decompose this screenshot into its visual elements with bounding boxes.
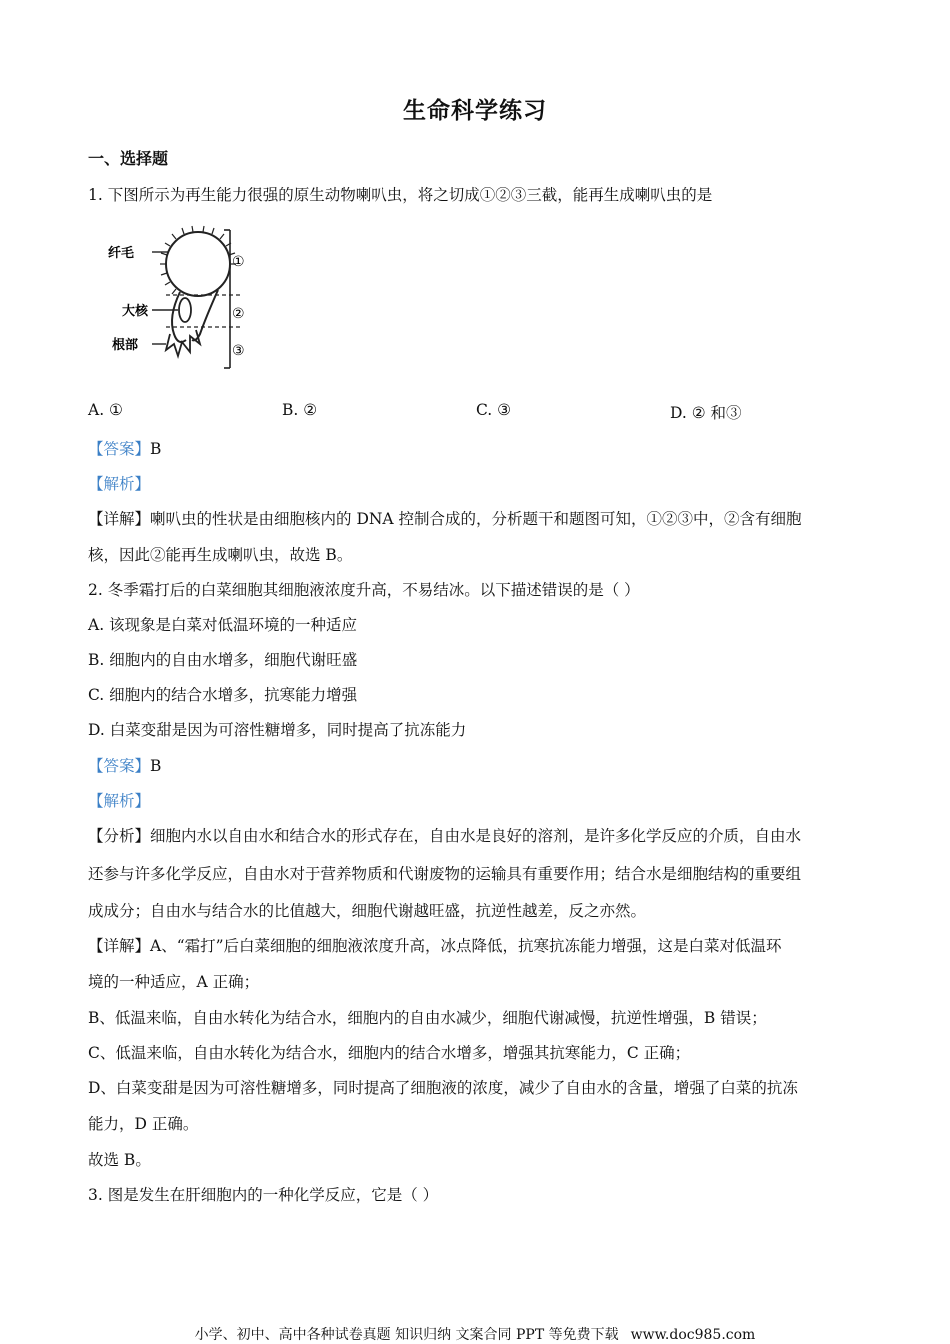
analysis-tag: 【解析】 bbox=[88, 792, 151, 810]
footer-text: 小学、初中、高中各种试卷真题 知识归纳 文案合同 PPT 等免费下载 bbox=[194, 1327, 619, 1343]
macronucleus-shape bbox=[179, 298, 191, 322]
root-shape bbox=[166, 330, 200, 356]
q2-option-a: A. 该现象是白菜对低温环境的一种适应 bbox=[88, 616, 358, 634]
analysis-tag: 【解析】 bbox=[88, 475, 151, 493]
q1-answer bbox=[88, 437, 161, 459]
segment-3-label: ③ bbox=[232, 343, 245, 359]
question-1-stem: 1. 下图所示为再生能力很强的原生动物喇叭虫，将之切成①②③三截，能再生成喇叭虫的是 bbox=[88, 186, 713, 204]
q1-option-a: A. ① bbox=[88, 401, 123, 419]
label-macronucleus: 大核 bbox=[122, 304, 149, 319]
q2-fenxi-line-3: 成成分；自由水与结合水的比值越大，细胞代谢越旺盛，抗逆性越差，反之亦然。 bbox=[88, 902, 647, 920]
q1-option-c: C. ③ bbox=[476, 401, 512, 419]
q2-detail-line-1: 【详解】A、“霜打”后白菜细胞的细胞液浓度升高，冰点降低，抗寒抗冻能力增强，这是白菜对低温环 bbox=[88, 937, 782, 955]
footer-site-link[interactable]: www.doc985.com bbox=[630, 1327, 756, 1343]
q2-detail-line-3: B、低温来临，自由水转化为结合水，细胞内的自由水减少，细胞代谢减慢，抗逆性增强，B 错误； bbox=[88, 1009, 767, 1027]
q2-detail-line-6: 能力，D 正确。 bbox=[88, 1115, 199, 1133]
q2-analysis bbox=[88, 789, 150, 811]
q2-option-c: C. 细胞内的结合水增多，抗寒能力增强 bbox=[88, 686, 358, 704]
q2-detail-line-2: 境的一种适应，A 正确； bbox=[88, 973, 260, 991]
fenxi-tag: 【分析】 bbox=[88, 827, 151, 845]
page-title: 生命科学练习 bbox=[403, 98, 547, 124]
q1-analysis bbox=[88, 472, 150, 494]
cilia-strokes bbox=[160, 226, 236, 294]
q2-option-d: D. 白菜变甜是因为可溶性糖增多，同时提高了抗冻能力 bbox=[88, 721, 467, 739]
label-cilia: 纤毛 bbox=[108, 246, 135, 261]
body-circle bbox=[166, 232, 230, 296]
detail-tag: 【详解】 bbox=[88, 510, 151, 528]
stalk-left bbox=[172, 292, 186, 342]
trumpet-animal-figure bbox=[108, 222, 268, 372]
q1-option-d: D. ② 和③ bbox=[670, 404, 742, 422]
q2-fenxi-line-2: 还参与许多化学反应，自由水对于营养物质和代谢废物的运输具有重要作用；结合水是细胞结构的重要组 bbox=[88, 865, 802, 883]
page-footer bbox=[0, 1324, 950, 1344]
q1-detail-line-1: 【详解】喇叭虫的性状是由细胞核内的 DNA 控制合成的，分析题干和题图可知，①②③中，②含有细胞 bbox=[88, 510, 802, 528]
q1-detail-line-2: 核，因此②能再生成喇叭虫，故选 B。 bbox=[88, 546, 353, 564]
question-3-stem: 3. 图是发生在肝细胞内的一种化学反应，它是（ ） bbox=[88, 1186, 439, 1204]
q2-fenxi-line-1: 【分析】细胞内水以自由水和结合水的形式存在，自由水是良好的溶剂，是许多化学反应的介质，自由水 bbox=[88, 827, 802, 845]
q1-option-b: B. ② bbox=[282, 401, 318, 419]
segment-1-label: ① bbox=[232, 254, 245, 270]
detail-tag: 【详解】 bbox=[88, 937, 151, 955]
section-heading: 一、选择题 bbox=[88, 149, 169, 168]
q2-detail-line-4: C、低温来临，自由水转化为结合水，细胞内的结合水增多，增强其抗寒能力，C 正确； bbox=[88, 1044, 691, 1062]
q2-detail-line-5: D、白菜变甜是因为可溶性糖增多，同时提高了细胞液的浓度，减少了自由水的含量，增强了白菜的抗冻 bbox=[88, 1079, 798, 1097]
question-2-stem: 2. 冬季霜打后的白菜细胞其细胞液浓度升高，不易结冰。以下描述错误的是（ ） bbox=[88, 581, 640, 599]
answer-value: B bbox=[150, 440, 162, 458]
answer-tag: 【答案】 bbox=[88, 440, 151, 458]
q2-answer bbox=[88, 754, 161, 776]
answer-tag: 【答案】 bbox=[88, 757, 151, 775]
q2-option-b: B. 细胞内的自由水增多，细胞代谢旺盛 bbox=[88, 651, 358, 669]
label-root: 根部 bbox=[112, 338, 139, 353]
q2-detail-line-7: 故选 B。 bbox=[88, 1151, 151, 1169]
segment-2-label: ② bbox=[232, 306, 245, 322]
answer-value: B bbox=[150, 757, 162, 775]
